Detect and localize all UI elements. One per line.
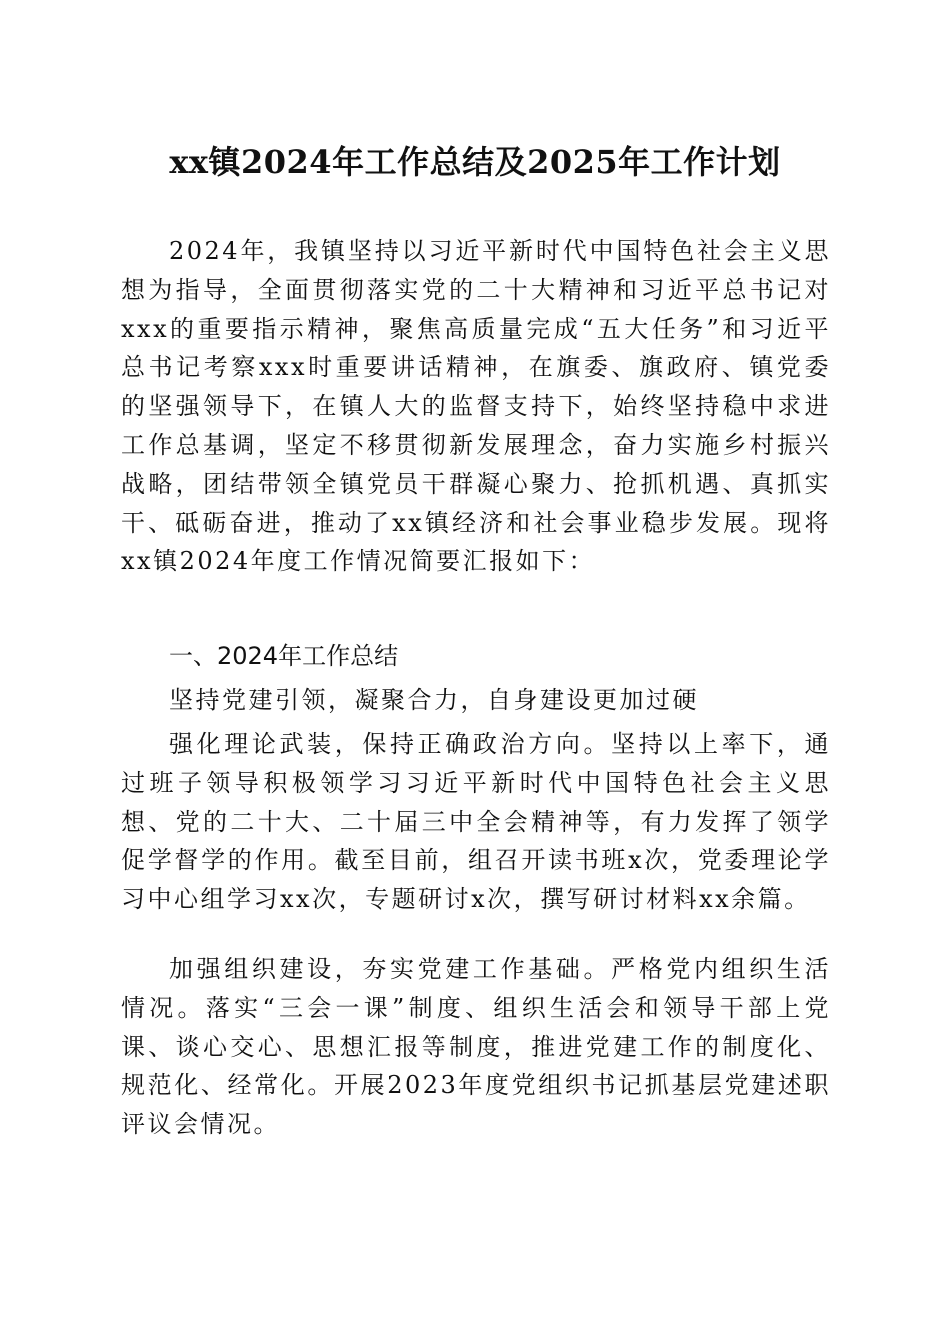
section-heading: 一、2024年工作总结 (169, 642, 399, 670)
intro-paragraph: 2024年，我镇坚持以习近平新时代中国特色社会主义思想为指导，全面贯彻落实党的二十大精神和习近平总书记对xxx的重要指示精神，聚焦高质量完成“五大任务”和习近平总书记考察xxx时重要讲话精神，在旗委、旗政府、镇党委的坚强领导下，在镇人大的监督支持下，始终坚持稳中求进工作总基调，坚定不移贯彻新发展理念，奋力实施乡村振兴战略，团结带领全镇党员干群凝心聚力、抢抓机遇、真抓实干、砥砺奋进，推动了xx镇经济和社会事业稳步发展。现将xx镇2024年度工作情况简要汇报如下： (121, 237, 831, 576)
organization-paragraph: 加强组织建设，夯实党建工作基础。严格党内组织生活情况。落实“三会一课”制度、组织生活会和领导干部上党课、谈心交心、思想汇报等制度，推进党建工作的制度化、规范化、经常化。开展2023年度党组织书记抓基层党建述职评议会情况。 (121, 955, 831, 1139)
theory-paragraph: 强化理论武装，保持正确政治方向。坚持以上率下，通过班子领导积极领学习习近平新时代中国特色社会主义思想、党的二十大、二十届三中全会精神等，有力发挥了领学促学督学的作用。截至目前，组召开读书班x次，党委理论学习中心组学习xx次，专题研讨x次，撰写研讨材料xx余篇。 (121, 730, 831, 914)
section-subheading: 坚持党建引领，凝聚合力，自身建设更加过硬 (169, 686, 699, 714)
document-title: xx镇2024年工作总结及2025年工作计划 (169, 143, 781, 181)
